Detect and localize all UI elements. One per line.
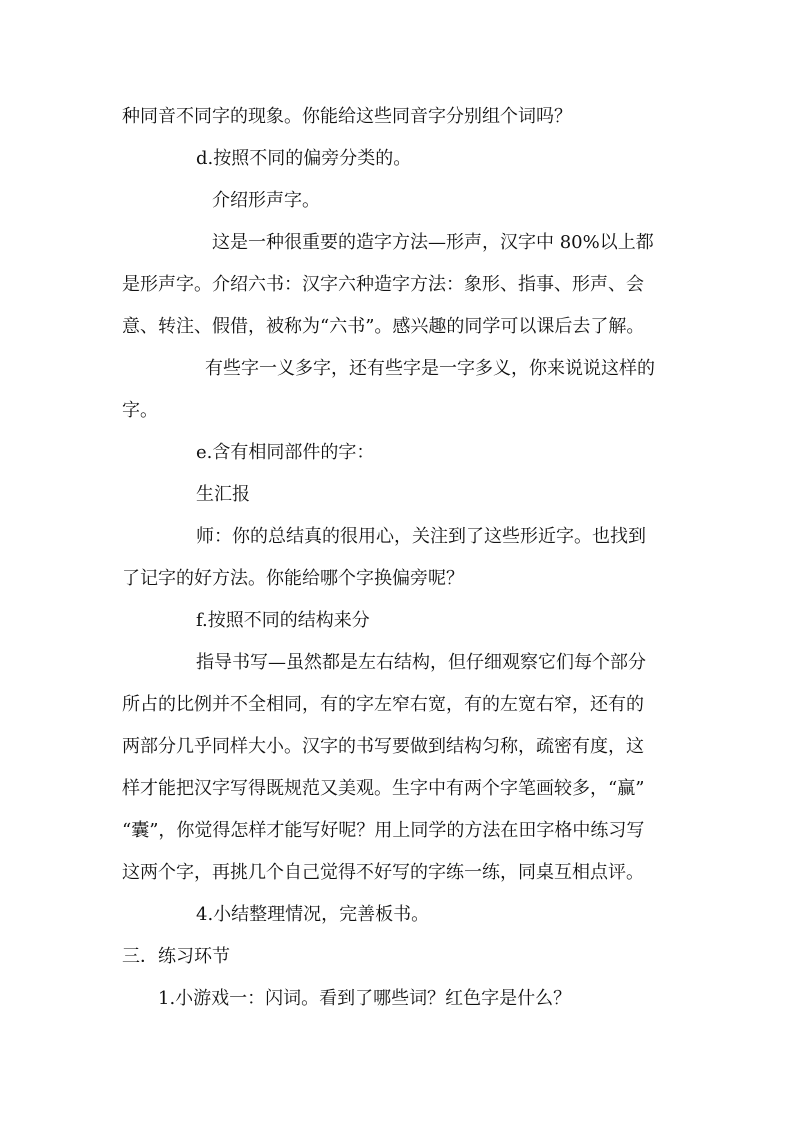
text-line: 这两个字，再挑几个自己觉得不好写的字练一练，同桌互相点评。 xyxy=(122,862,644,883)
text-line: d.按照不同的偏旁分类的。 xyxy=(196,148,412,169)
section-heading: 三．练习环节 xyxy=(122,946,230,967)
text-line: 介绍形声字。 xyxy=(212,190,320,211)
text-line: 1.小游戏一：闪词。看到了哪些词？红色字是什么？ xyxy=(158,988,572,1009)
text-line: 4.小结整理情况，完善板书。 xyxy=(196,904,430,925)
text-line: 两部分几乎同样大小。汉字的书写要做到结构匀称，疏密有度，这 xyxy=(122,736,644,757)
text-line: 种同音不同字的现象。你能给这些同音字分别组个词吗？ xyxy=(122,106,572,127)
text-line: f.按照不同的结构来分 xyxy=(196,610,370,631)
text-line: 有些字一义多字，还有些字是一字多义，你来说说这样的 xyxy=(205,358,655,379)
text-line: 样才能把汉字写得既规范又美观。生字中有两个字笔画较多，“赢” xyxy=(122,778,645,799)
text-line: 意、转注、假借，被称为“六书”。感兴趣的同学可以课后去了解。 xyxy=(122,316,645,337)
text-line: 师：你的总结真的很用心，关注到了这些形近字。也找到 xyxy=(196,526,646,547)
text-line: 了记字的好方法。你能给哪个字换偏旁呢？ xyxy=(122,568,464,589)
text-line: 这是一种很重要的造字方法—形声，汉字中 80%以上都 xyxy=(212,232,654,253)
text-line: 是形声字。介绍六书：汉字六种造字方法：象形、指事、形声、会 xyxy=(122,274,644,295)
text-line: 所占的比例并不全相同，有的字左窄右宽，有的左宽右窄，还有的 xyxy=(122,694,644,715)
text-line: 生汇报 xyxy=(196,484,250,505)
text-line: e.含有相同部件的字： xyxy=(196,442,375,463)
text-line: 字。 xyxy=(122,400,158,421)
text-line: 指导书写—虽然都是左右结构，但仔细观察它们每个部分 xyxy=(196,652,646,673)
text-line: “囊”，你觉得怎样才能写好呢？用上同学的方法在田字格中练习写 xyxy=(122,820,645,841)
